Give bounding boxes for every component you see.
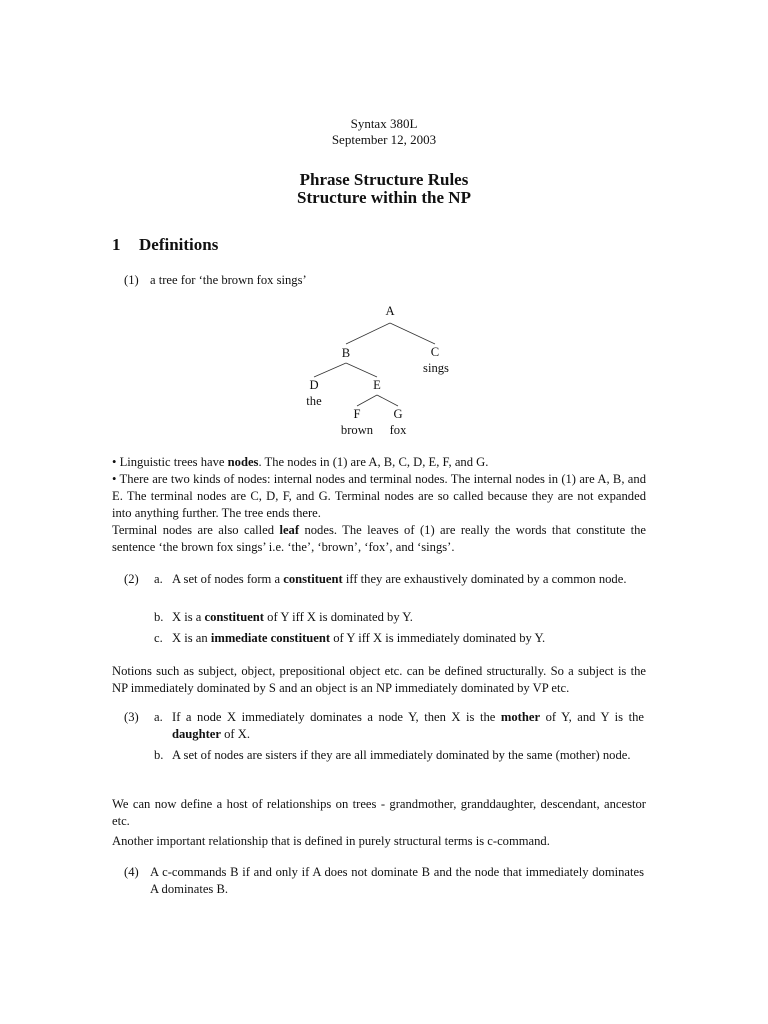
edge-b-e (346, 363, 377, 377)
leaf-sings: sings (423, 361, 449, 375)
example-2a-text (172, 571, 644, 588)
paragraph-text: Terminal nodes are also called (112, 523, 280, 537)
paragraph-text: . The nodes in (1) are A, B, C, D, E, F, and G. (258, 455, 489, 469)
leaf-the: the (306, 394, 322, 408)
node-g: G (393, 407, 403, 421)
paragraph-node-kinds (112, 471, 646, 522)
example-2c-text (172, 630, 644, 647)
example-2a-label: a. (154, 572, 163, 586)
example-2c-label: c. (154, 631, 163, 645)
ex-text: iff they are exhaustively dominated by a common node. (342, 572, 627, 586)
example-4-number: (4) (124, 865, 139, 879)
ex-text: of Y iff X is immediately dominated by Y. (330, 631, 546, 645)
title-line-1: Phrase Structure Rules (299, 170, 469, 189)
paragraph-text: nodes. The leaves of (1) are really the words that constitute the sentence ‘the brown fox sings’ i.e. ‘the’, ‘brown’, ‘fox’, and ‘sings’. (112, 523, 646, 554)
example-4-text: A c-commands B if and only if A does not dominate B and the node that immediately dominates A dominates B. (150, 865, 644, 896)
course-name: Syntax 380L (350, 116, 418, 131)
paragraph-structural-notions: Notions such as subject, object, prepositional object etc. can be defined structurally. So a subject is the NP immediately dominated by S and an object is an NP immediately dominated by VP etc. (112, 664, 646, 695)
bullet: • (112, 455, 117, 469)
node-e: E (373, 378, 381, 392)
edge-b-d (314, 363, 346, 377)
leaf-fox: fox (389, 423, 407, 437)
section-number: 1 (112, 235, 121, 254)
paragraph-text: There are two kinds of nodes: internal nodes and terminal nodes. The internal nodes in (1) are A, B, and E. The terminal nodes are C, D, F, and G. Terminal nodes are so called because they are not expanded into anything further. The tree ends there. (112, 472, 646, 520)
bold-term: leaf (279, 523, 300, 537)
bullet: • (112, 472, 117, 486)
paragraph-c-command: Another important relationship that is defined in purely structural terms is c-command. (112, 834, 550, 848)
title-line-2: Structure within the NP (297, 188, 471, 207)
ex-text: A set of nodes form a (172, 572, 284, 586)
example-3a-text (172, 709, 644, 743)
ex-text: of Y iff X is dominated by Y. (264, 610, 413, 624)
node-d: D (309, 378, 319, 392)
paragraph-leaf-nodes (112, 522, 646, 556)
syntax-tree (290, 300, 480, 440)
example-3a-label: a. (154, 710, 163, 724)
edge-a-c (390, 323, 435, 344)
example-1-number: (1) (124, 273, 139, 287)
example-2b-text (172, 609, 644, 626)
ex-text: X is an (172, 631, 211, 645)
ex-text: of X. (220, 727, 251, 741)
example-2b-label: b. (154, 610, 164, 624)
bold-term: immediate constituent (210, 631, 331, 645)
ex-text: X is a (172, 610, 205, 624)
edge-a-b (346, 323, 390, 344)
paragraph-relationships: We can now define a host of relationships on trees - grandmother, granddaughter, descendant, ancestor etc. (112, 797, 646, 828)
leaf-brown: brown (340, 423, 374, 437)
document-date: September 12, 2003 (331, 132, 437, 147)
example-2-number: (2) (124, 572, 139, 586)
example-3-number: (3) (124, 710, 139, 724)
paragraph-text: Linguistic trees have (116, 455, 228, 469)
section-heading: Definitions (139, 235, 219, 254)
node-c: C (430, 345, 440, 359)
example-1-caption: a tree for ‘the brown fox sings’ (150, 273, 307, 287)
node-b: B (341, 346, 351, 360)
edge-e-g (377, 395, 398, 406)
bold-term: mother (500, 710, 541, 724)
tree-edges (314, 323, 435, 406)
node-f: F (353, 407, 361, 421)
example-3b-text: A set of nodes are sisters if they are all immediately dominated by the same (mother) node. (172, 748, 631, 762)
bold-term: daughter (172, 727, 221, 741)
bold-term: constituent (283, 572, 343, 586)
ex-text: of Y, and Y is the (540, 710, 644, 724)
edge-e-f (357, 395, 377, 406)
bold-term: constituent (204, 610, 265, 624)
bold-term: nodes (227, 455, 259, 469)
ex-text: If a node X immediately dominates a node Y, then X is the (172, 710, 501, 724)
example-3b-label: b. (154, 748, 164, 762)
node-a: A (385, 304, 395, 318)
paragraph-nodes (112, 454, 646, 471)
